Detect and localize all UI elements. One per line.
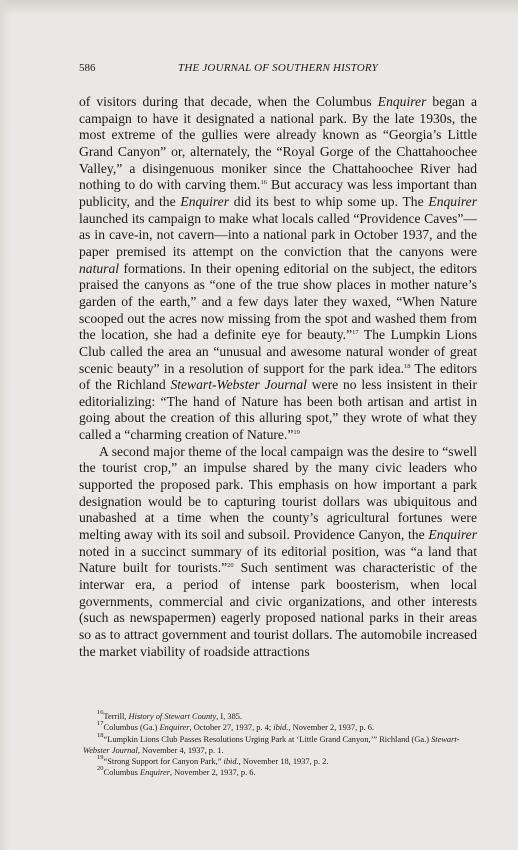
text-run: launched its campaign to make what locals called “Providence Caves”—as in cave-in, not cavern—into a national park in October 1937, and the paper premised its attempt on the conviction that the canyons were [79,210,477,259]
text-run: , November 2, 1937, p. 6. [288,723,374,733]
italic-text: Enquirer [140,768,170,778]
italic-text: History of Stewart County [128,712,217,721]
text-run: Such sentiment was characteristic of the interwar era, a period of intense park boosterism, when local governments, commercial and civic organizations, and other interests (such as newspapermen) eagerly proposed national parks in their areas so as to attract government and tourist dollars. The automobile increased the market viability of roadside attractions [79,560,477,659]
body-text [79,94,477,660]
footnote-16 [79,711,477,722]
italic-text: Enquirer [159,723,190,733]
text-run: formations. In their opening editorial on the subject, the editors praised the canyons as “one of the true show places in mother nature’s garden of the earth,” and a few days later they waxed, “When Nature scooped out the acres now missing from the spot and washed them from the location, she had a definite eye for beauty.” [79,260,477,343]
footnote-19 [79,756,477,767]
italic-text: Enquirer [180,193,229,209]
footnote-marker: 16 [260,179,267,187]
text-run: The editors of the Richland [79,360,477,393]
running-head: THE JOURNAL OF SOUTHERN HISTORY [178,62,378,74]
body-paragraph [79,94,477,444]
footnote-18 [79,731,477,757]
text-run: The Lumpkin Lions Club called the area an “unusual and awesome natural wonder of great scenic beauty” in a resolution of support for the park idea. [79,327,477,376]
text-run: , November 2, 1937, p. 6. [169,768,256,778]
page-gutter-shadow [0,0,10,850]
page-header [79,62,477,78]
text-run: of visitors during that decade, when the Columbus [79,94,378,109]
text-run: A second major theme of the local campaign was the desire to “swell the tourist crop,” an impulse shared by the many civic leaders who supported the proposed park. This emphasis on how important a park designation would be to capturing tourist dollars was ubiquitous and unabashed at a time when the county’s agricultural fortunes were melting away with its soil and subsoil. Providence Canyon, the [79,443,477,543]
italic-text: ibid. [273,723,289,733]
italic-text: Enquirer [377,94,427,109]
italic-text: natural [79,260,120,276]
body-paragraph [79,444,477,661]
footnote-marker: 19 [97,754,104,762]
text-run: , October 27, 1937, p. 4; [189,723,274,733]
footnote-17 [79,722,477,733]
footnote-marker: 18 [404,362,411,370]
page-number: 586 [79,62,96,74]
italic-text: ibid. [223,757,239,767]
footnote-marker: 20 [227,562,234,570]
italic-text: Stewart-Webster Journal [83,734,460,755]
footnotes [79,711,477,779]
text-run: , November 18, 1937, p. 2. [238,757,329,767]
text-run: noted in a succinct summary of its editorial position, was “a land that Nature built for tourists.” [79,543,477,576]
page-top-shadow [0,0,518,16]
footnote-marker: 19 [293,429,300,437]
text-run: did its best to whip some up. The [229,193,429,209]
text-run: Columbus (Ga.) [103,723,160,733]
text-run: , November 4, 1937, p. 1. [137,745,224,755]
footnote-marker: 16 [97,709,104,716]
italic-text: Enquirer [428,193,477,209]
text-run: But accuracy was less important than publicity, and the [79,177,477,209]
text-run: , I, 385. [216,712,243,721]
footnote-marker: 17 [97,720,104,728]
text-run: Terrill, [103,712,129,721]
footnote-20 [79,767,477,778]
text-run: “Lumpkin Lions Club Passes Resolutions Urging Park at ‘Little Grand Canyon,’” Richland (Ga.) [103,734,432,744]
footnote-marker: 18 [97,731,104,739]
footnote-marker: 20 [97,765,104,773]
text-run: began a campaign to have it designated a national park. By the late 1930s, the most extreme of the gullies were already known as “Georgia’s Little Grand Canyon” or, alternately, the “Royal Gorge of the Chattahoochee Valley,” a disingenuous moniker since the Chattahoochee River had nothing to do with carving them. [79,94,477,193]
footnote-marker: 17 [352,329,359,337]
text-run: were no less insistent in their editorializing: “The hand of Nature has been both artisan and artist in going about the creation of this alluring spot,” they wrote of what they called a “charming creation of Nature.” [79,377,477,443]
italic-text: Enquirer [428,527,477,543]
text-run: Columbus [103,768,141,778]
text-run: “Strong Support for Canyon Park,” [103,757,224,767]
italic-text: Stewart-Webster Journal [170,377,307,393]
